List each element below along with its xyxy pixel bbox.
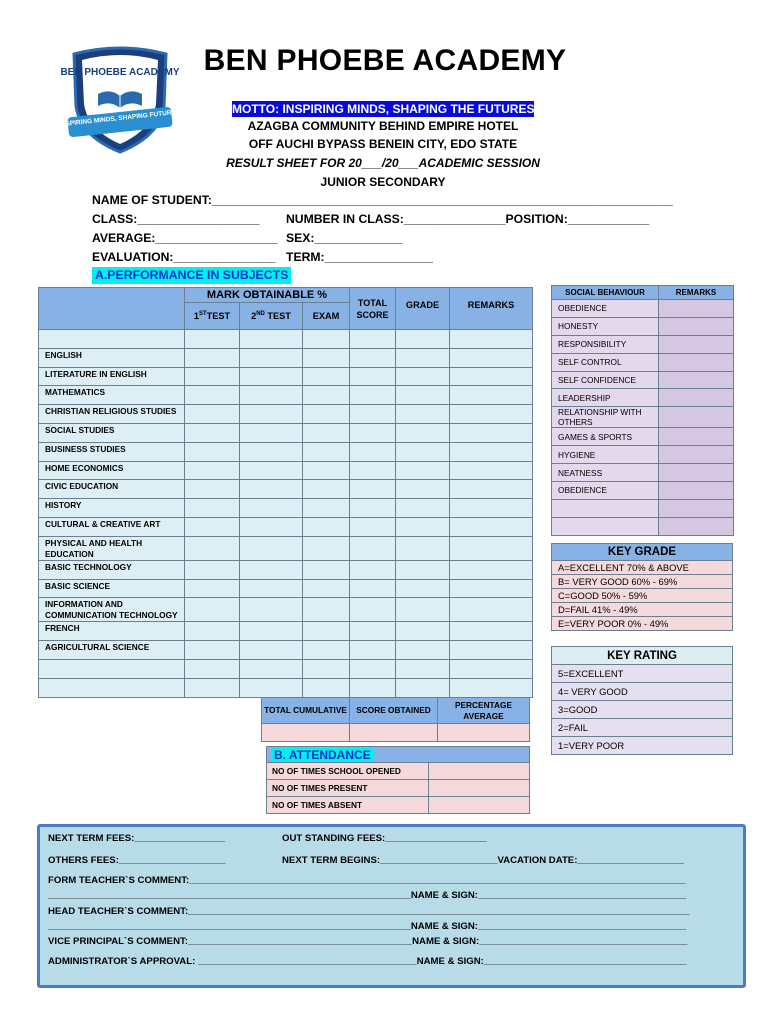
social-behaviour-item: HYGIENE [552,446,659,464]
subject-name: LITERATURE IN ENGLISH [39,367,185,386]
subject-row [39,405,533,424]
total-score-cell[interactable] [350,442,396,461]
grade-value-cell[interactable] [396,405,450,424]
subject-row [39,517,533,536]
first-test-score-cell[interactable] [185,330,240,349]
remark-value-cell[interactable] [450,536,533,560]
administrator-approval-field[interactable]: ADMINISTRATOR`S APPROVAL: _________________________________________NAME & SIGN:______________________________________ [48,956,687,967]
key-grade-row [552,603,733,617]
second-test-header: 2ND TEST [240,303,303,330]
exam-score-cell[interactable] [303,367,350,386]
next-term-fees-field[interactable]: NEXT TERM FEES:_________________ [48,833,226,844]
attendance-header [267,747,530,763]
social-remark-cell[interactable] [659,407,734,428]
subject-name: MATHEMATICS [39,386,185,405]
evaluation-field[interactable]: EVALUATION:_______________ [92,250,276,264]
social-behaviour-item: NEATNESS [552,464,659,482]
key-grade-row [552,589,733,603]
key-rating-item: 4= VERY GOOD [552,683,733,701]
total-score-cell[interactable] [350,622,396,641]
first-test-score-cell[interactable] [185,367,240,386]
attendance-title: B. ATTENDANCE [274,747,371,762]
subject-row [39,536,533,560]
outstanding-fees-field[interactable]: OUT STANDING FEES:___________________ [282,833,487,844]
subject-name [39,330,185,349]
first-test-score-cell[interactable] [185,641,240,660]
average-field[interactable]: AVERAGE:__________________ [92,231,278,245]
key-rating-item: 5=EXCELLENT [552,665,733,683]
social-remarks-header: REMARKS [659,286,734,300]
sex-field[interactable]: SEX:_____________ [286,231,403,245]
total-score-cell[interactable] [350,330,396,349]
next-term-begins-field[interactable]: NEXT TERM BEGINS:______________________VACATION DATE:____________________ [282,855,685,866]
grade-value-cell[interactable] [396,641,450,660]
social-behaviour-header: SOCIAL BEHAVIOUR [552,286,659,300]
social-behaviour-row [552,517,734,535]
first-test-score-cell[interactable] [185,480,240,499]
first-test-score-cell[interactable] [185,678,240,697]
key-grade-item: A=EXCELLENT 70% & ABOVE [552,561,733,575]
subject-header-cell [39,288,185,330]
remark-value-cell[interactable] [450,517,533,536]
subject-name: BASIC SCIENCE [39,579,185,598]
remark-value-cell[interactable] [450,598,533,622]
mark-obtainable-header: MARK OBTAINABLE % [185,288,350,303]
attendance-value-cell[interactable] [429,763,530,780]
percentage-average-value[interactable] [438,724,530,742]
others-fees-field[interactable]: OTHERS FEES:____________________ [48,855,226,866]
social-remark-cell[interactable] [659,300,734,318]
social-behaviour-item: GAMES & SPORTS [552,428,659,446]
first-test-score-cell[interactable] [185,348,240,367]
second-test-score-cell[interactable] [240,579,303,598]
subject-name: ENGLISH [39,348,185,367]
social-behaviour-item [552,499,659,517]
grade-value-cell[interactable] [396,423,450,442]
social-behaviour-item [552,517,659,535]
first-test-score-cell[interactable] [185,423,240,442]
second-test-score-cell[interactable] [240,480,303,499]
subject-name: CIVIC EDUCATION [39,480,185,499]
social-behaviour-row [552,317,734,335]
total-cumulative-header: TOTAL CUMULATIVE [262,698,350,724]
subject-row [39,560,533,579]
social-remark-cell[interactable] [659,446,734,464]
social-behaviour-item: SELF CONTROL [552,353,659,371]
social-remark-cell[interactable] [659,517,734,535]
subjects-table [38,287,533,698]
first-test-score-cell[interactable] [185,386,240,405]
first-test-score-cell[interactable] [185,659,240,678]
second-test-score-cell[interactable] [240,678,303,697]
subject-row [39,598,533,622]
subject-row [39,641,533,660]
social-remark-cell[interactable] [659,499,734,517]
grade-value-cell[interactable] [396,480,450,499]
first-test-score-cell[interactable] [185,579,240,598]
address-line-2: OFF AUCHI BYPASS BENEIN CITY, EDO STATE [248,137,518,151]
social-remark-cell[interactable] [659,371,734,389]
level-title: JUNIOR SECONDARY [320,175,446,189]
social-remark-cell[interactable] [659,335,734,353]
second-test-score-cell[interactable] [240,442,303,461]
subject-name [39,659,185,678]
address-line-1: AZAGBA COMMUNITY BEHIND EMPIRE HOTEL [247,119,519,133]
class-field[interactable]: CLASS:__________________ [92,212,260,226]
grade-value-cell[interactable] [396,598,450,622]
total-score-cell[interactable] [350,367,396,386]
total-score-cell[interactable] [350,598,396,622]
second-test-score-cell[interactable] [240,461,303,480]
subject-name: HOME ECONOMICS [39,461,185,480]
logo-text: BEN PHOEBE ACADEMY [60,67,180,78]
social-behaviour-item: LEADERSHIP [552,389,659,407]
key-rating-row [552,737,733,755]
key-rating-item: 3=GOOD [552,701,733,719]
subject-row [39,442,533,461]
second-test-score-cell[interactable] [240,423,303,442]
second-test-score-cell[interactable] [240,386,303,405]
social-behaviour-row [552,428,734,446]
social-remark-cell[interactable] [659,428,734,446]
remark-value-cell[interactable] [450,678,533,697]
subject-name: SOCIAL STUDIES [39,423,185,442]
grade-value-cell[interactable] [396,622,450,641]
first-test-score-cell[interactable] [185,560,240,579]
social-behaviour-item: SELF CONFIDENCE [552,371,659,389]
attendance-label: NO OF TIMES SCHOOL OPENED [267,763,429,780]
key-rating-item: 2=FAIL [552,719,733,737]
social-behaviour-row [552,335,734,353]
first-test-score-cell[interactable] [185,598,240,622]
totals-table [261,697,530,742]
total-score-cell[interactable] [350,579,396,598]
attendance-label: NO OF TIMES PRESENT [267,780,429,797]
first-test-score-cell[interactable] [185,622,240,641]
exam-header: EXAM [303,303,350,330]
attendance-row [267,797,530,814]
subject-row [39,423,533,442]
exam-score-cell[interactable] [303,517,350,536]
total-score-cell[interactable] [350,480,396,499]
second-test-score-cell[interactable] [240,560,303,579]
social-remark-cell[interactable] [659,389,734,407]
remark-value-cell[interactable] [450,367,533,386]
social-behaviour-row [552,353,734,371]
attendance-row [267,763,530,780]
score-obtained-header: SCORE OBTAINED [350,698,438,724]
exam-score-cell[interactable] [303,560,350,579]
exam-score-cell[interactable] [303,659,350,678]
key-rating-row [552,665,733,683]
subject-name: BUSINESS STUDIES [39,442,185,461]
section-performance-title: A.PERFORMANCE IN SUBJECTS [92,267,291,284]
remark-value-cell[interactable] [450,330,533,349]
key-grade-title: KEY GRADE [552,544,733,561]
exam-score-cell[interactable] [303,622,350,641]
subject-name: FRENCH [39,622,185,641]
second-test-score-cell[interactable] [240,517,303,536]
grade-header: GRADE [396,288,450,330]
key-rating-row [552,683,733,701]
grade-value-cell[interactable] [396,678,450,697]
remark-value-cell[interactable] [450,423,533,442]
social-behaviour-item: RESPONSIBILITY [552,335,659,353]
social-behaviour-row [552,464,734,482]
second-test-score-cell[interactable] [240,536,303,560]
second-test-score-cell[interactable] [240,330,303,349]
remark-value-cell[interactable] [450,659,533,678]
total-score-cell[interactable] [350,386,396,405]
remark-value-cell[interactable] [450,641,533,660]
attendance-value-cell[interactable] [429,780,530,797]
grade-value-cell[interactable] [396,330,450,349]
subject-name [39,678,185,697]
social-behaviour-row [552,407,734,428]
remark-value-cell[interactable] [450,622,533,641]
subject-name: CHRISTIAN RELIGIOUS STUDIES [39,405,185,424]
score-obtained-value[interactable] [350,724,438,742]
grade-value-cell[interactable] [396,367,450,386]
second-test-score-cell[interactable] [240,622,303,641]
attendance-value-cell[interactable] [429,797,530,814]
subject-row [39,330,533,349]
grade-value-cell[interactable] [396,386,450,405]
remark-value-cell[interactable] [450,348,533,367]
social-behaviour-item: OBEDIENCE [552,300,659,318]
subject-name: AGRICULTURAL SCIENCE [39,641,185,660]
first-test-score-cell[interactable] [185,405,240,424]
second-test-score-cell[interactable] [240,598,303,622]
key-grade-item: B= VERY GOOD 60% - 69% [552,575,733,589]
grade-value-cell[interactable] [396,560,450,579]
remark-value-cell[interactable] [450,386,533,405]
exam-score-cell[interactable] [303,499,350,518]
grade-value-cell[interactable] [396,517,450,536]
total-cumulative-value[interactable] [262,724,350,742]
key-grade-item: E=VERY POOR 0% - 49% [552,617,733,631]
exam-score-cell[interactable] [303,461,350,480]
second-test-score-cell[interactable] [240,405,303,424]
second-test-score-cell[interactable] [240,659,303,678]
grade-value-cell[interactable] [396,499,450,518]
exam-score-cell[interactable] [303,423,350,442]
social-behaviour-row [552,446,734,464]
subject-name: HISTORY [39,499,185,518]
social-behaviour-row [552,300,734,318]
school-logo [60,44,180,156]
total-score-cell[interactable] [350,678,396,697]
social-remark-cell[interactable] [659,482,734,500]
form-teacher-sign-field[interactable]: ____________________________________________________________________NAME & SIGN:_______________________________________ [48,890,687,901]
form-teacher-comment-field[interactable]: FORM TEACHER`S COMMENT:_____________________________________________________________________________________________ [48,875,686,886]
first-test-header: 1STTEST [185,303,240,330]
subject-row [39,659,533,678]
remark-value-cell[interactable] [450,405,533,424]
social-behaviour-item: HONESTY [552,317,659,335]
subject-row [39,367,533,386]
grade-value-cell[interactable] [396,442,450,461]
key-rating-title: KEY RATING [552,647,733,665]
social-behaviour-item: RELATIONSHIP WITH OTHERS [552,407,659,428]
school-name: BEN PHOEBE ACADEMY [203,44,567,77]
fees-comments-box [37,824,746,988]
key-rating-row [552,719,733,737]
subject-row [39,386,533,405]
attendance-table [266,746,530,814]
total-score-cell[interactable] [350,423,396,442]
second-test-score-cell[interactable] [240,499,303,518]
exam-score-cell[interactable] [303,536,350,560]
key-rating-table [551,646,733,755]
number-position-field[interactable]: NUMBER IN CLASS:_______________POSITION:____________ [286,212,650,226]
remark-value-cell[interactable] [450,499,533,518]
term-field[interactable]: TERM:________________ [286,250,434,264]
subject-name: PHYSICAL AND HEALTH EDUCATION [39,536,185,560]
exam-score-cell[interactable] [303,480,350,499]
attendance-label: NO OF TIMES ABSENT [267,797,429,814]
key-grade-table [551,543,733,631]
key-rating-row [552,701,733,719]
first-test-score-cell[interactable] [185,499,240,518]
social-behaviour-table [551,285,734,536]
remark-value-cell[interactable] [450,560,533,579]
student-name-field[interactable]: NAME OF STUDENT:____________________________________________________________________ [92,193,673,207]
remark-value-cell[interactable] [450,442,533,461]
subject-name: BASIC TECHNOLOGY [39,560,185,579]
first-test-score-cell[interactable] [185,442,240,461]
social-remark-cell[interactable] [659,464,734,482]
key-grade-row [552,617,733,631]
subject-name: INFORMATION AND COMMUNICATION TECHNOLOGY [39,598,185,622]
second-test-score-cell[interactable] [240,367,303,386]
total-score-header: TOTAL SCORE [350,288,396,330]
grade-value-cell[interactable] [396,348,450,367]
school-motto: MOTTO: INSPIRING MINDS, SHAPING THE FUTURES [232,102,535,116]
exam-score-cell[interactable] [303,598,350,622]
subject-row [39,480,533,499]
social-behaviour-row [552,499,734,517]
total-score-cell[interactable] [350,348,396,367]
logo-tagline: INSPIRING MINDS, SHAPING FUTURES [60,108,180,129]
subject-row [39,579,533,598]
exam-score-cell[interactable] [303,405,350,424]
subject-row [39,622,533,641]
grade-value-cell[interactable] [396,579,450,598]
head-teacher-comment-field[interactable]: HEAD TEACHER`S COMMENT:______________________________________________________________________________________________ [48,906,690,917]
exam-score-cell[interactable] [303,386,350,405]
exam-score-cell[interactable] [303,641,350,660]
remark-value-cell[interactable] [450,461,533,480]
first-test-score-cell[interactable] [185,536,240,560]
social-remark-cell[interactable] [659,353,734,371]
social-behaviour-row [552,371,734,389]
subject-row [39,499,533,518]
second-test-score-cell[interactable] [240,641,303,660]
total-score-cell[interactable] [350,536,396,560]
percentage-average-header: PERCENTAGE AVERAGE [438,698,530,724]
total-score-cell[interactable] [350,641,396,660]
exam-score-cell[interactable] [303,678,350,697]
key-grade-item: C=GOOD 50% - 59% [552,589,733,603]
second-test-score-cell[interactable] [240,348,303,367]
grade-value-cell[interactable] [396,461,450,480]
first-test-score-cell[interactable] [185,517,240,536]
exam-score-cell[interactable] [303,442,350,461]
remark-value-cell[interactable] [450,579,533,598]
total-score-cell[interactable] [350,560,396,579]
key-rating-item: 1=VERY POOR [552,737,733,755]
grade-value-cell[interactable] [396,536,450,560]
exam-score-cell[interactable] [303,348,350,367]
key-grade-row [552,561,733,575]
exam-score-cell[interactable] [303,330,350,349]
head-teacher-sign-field[interactable]: ____________________________________________________________________NAME & SIGN:_______________________________________ [48,921,687,932]
subject-row [39,678,533,697]
first-test-score-cell[interactable] [185,461,240,480]
total-score-cell[interactable] [350,405,396,424]
subject-name: CULTURAL & CREATIVE ART [39,517,185,536]
social-remark-cell[interactable] [659,317,734,335]
key-grade-row [552,575,733,589]
attendance-row [267,780,530,797]
grade-value-cell[interactable] [396,659,450,678]
subject-row [39,348,533,367]
total-score-cell[interactable] [350,517,396,536]
remarks-header: REMARKS [450,288,533,330]
vice-principal-comment-field[interactable]: VICE PRINCIPAL`S COMMENT:__________________________________________NAME & SIGN:_______________________________________ [48,936,688,947]
remark-value-cell[interactable] [450,480,533,499]
social-behaviour-row [552,482,734,500]
session-title: RESULT SHEET FOR 20___/20___ACADEMIC SESSION [226,156,540,170]
total-score-cell[interactable] [350,499,396,518]
social-behaviour-row [552,389,734,407]
total-score-cell[interactable] [350,659,396,678]
social-behaviour-item: OBEDIENCE [552,482,659,500]
total-score-cell[interactable] [350,461,396,480]
exam-score-cell[interactable] [303,579,350,598]
key-grade-item: D=FAIL 41% - 49% [552,603,733,617]
subject-row [39,461,533,480]
